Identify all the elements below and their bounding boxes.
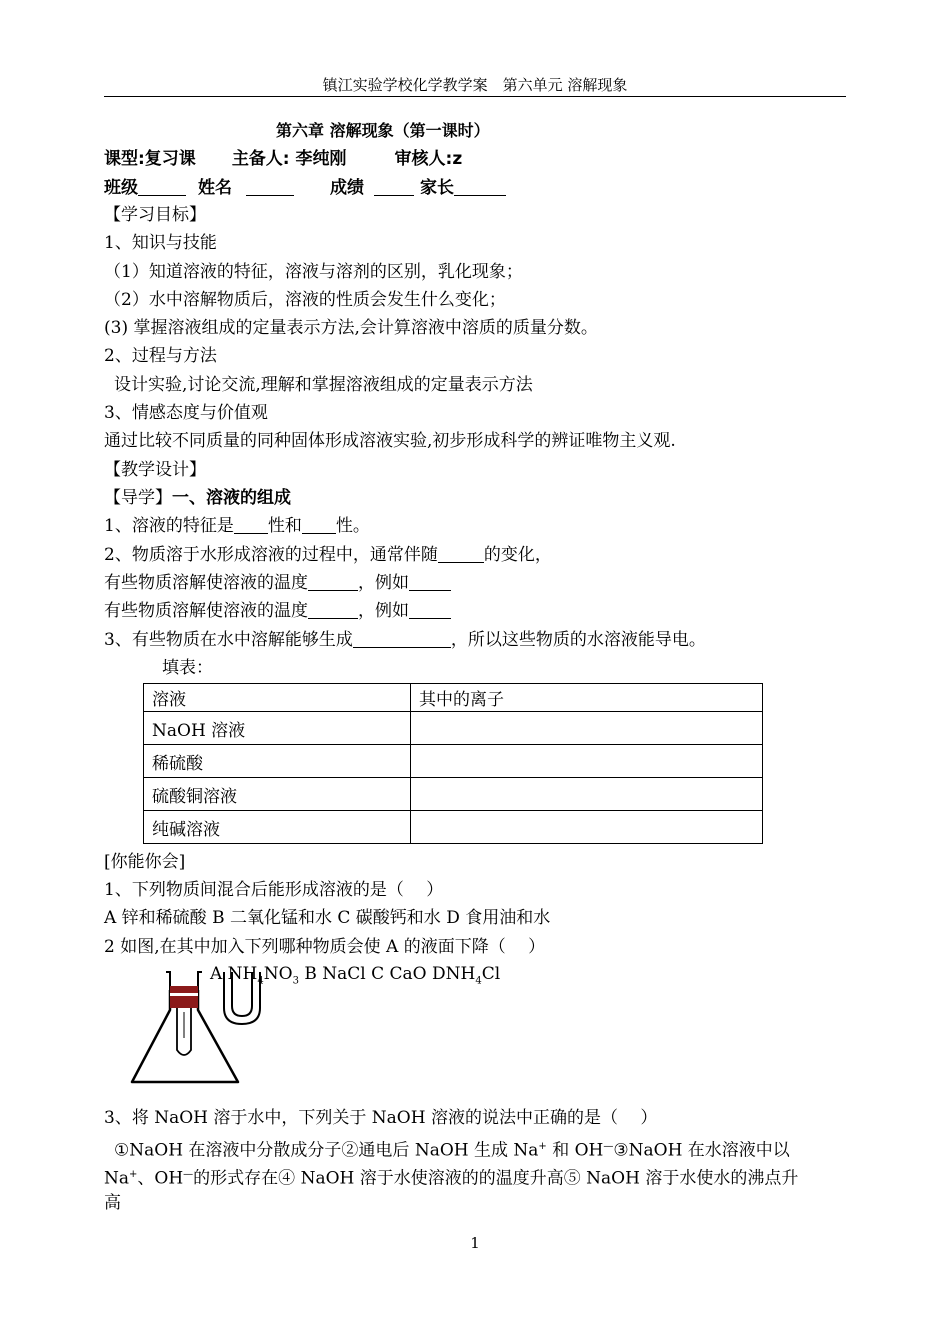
q3-l2-a: Na	[104, 1168, 130, 1189]
practice-question-1-options: A 锌和稀硫酸 B 二氧化锰和水 C 碳酸钙和水 D 食用油和水	[104, 908, 551, 928]
q2-l3-text-a: 有些物质溶解使溶液的温度	[104, 601, 308, 621]
q3-l1-sup2: —	[603, 1141, 614, 1152]
guide-section-title: 一、溶液的组成	[172, 488, 291, 508]
table-header-row	[144, 684, 763, 712]
preparer: 主备人: 李纯刚	[231, 149, 347, 169]
name-blank[interactable]	[246, 177, 294, 196]
practice-question-3-line-1	[114, 1134, 790, 1164]
q2-text-b: 的变化，	[483, 545, 552, 565]
fill-table-label: 填表：	[162, 658, 213, 678]
objective-2-title: 2、过程与方法	[104, 346, 217, 366]
table-row	[144, 811, 763, 844]
objective-1-item-3: (3) 掌握溶液组成的定量表示方法,会计算溶液中溶质的质量分数。	[104, 318, 598, 338]
q2-option-a-post: NO	[263, 964, 293, 984]
table-cell-solution: NaOH 溶液	[144, 712, 411, 745]
q1-text-a: 1、溶液的特征是	[104, 516, 234, 536]
practice-question-1: 1、下列物质间混合后能形成溶液的是（ ）	[104, 880, 444, 900]
q1-text-c: 性。	[335, 516, 370, 536]
course-type: 课型:复习课	[104, 149, 196, 169]
q3-l1-a: ①NaOH 在溶液中分散成分子②通电后 NaOH 生成 Na	[114, 1140, 539, 1161]
table-cell-ions[interactable]	[411, 811, 763, 844]
score-label: 成绩	[330, 178, 364, 198]
question-2-line-2	[104, 570, 451, 596]
q3-l2-sup2: —	[183, 1169, 194, 1180]
q2-option-bc: B NaCl C CaO DNH	[298, 964, 476, 984]
q2-l2-blank-2[interactable]	[409, 572, 451, 591]
q3-l1-b: 和 OH	[546, 1140, 604, 1161]
q2-blank-1[interactable]	[438, 544, 484, 563]
objective-3-title: 3、情感态度与价值观	[104, 403, 268, 423]
name-label: 姓名	[198, 178, 232, 198]
score-blank[interactable]	[374, 177, 414, 196]
practice-question-2-options	[210, 964, 500, 986]
class-label: 班级	[104, 178, 138, 198]
table-cell-solution: 纯碱溶液	[144, 811, 411, 844]
table-cell-solution: 稀硫酸	[144, 745, 411, 778]
design-heading: 【教学设计】	[104, 460, 206, 480]
q2-l3-text-b: ，例如	[358, 601, 409, 621]
guide-label: 【导学】	[104, 488, 172, 508]
parent-label: 家长	[420, 178, 454, 198]
q3-l2-sup1: +	[129, 1169, 138, 1180]
q2-option-d-sub: 4	[475, 975, 482, 987]
q2-text-a: 2、物质溶于水形成溶液的过程中，通常伴随	[104, 545, 438, 565]
q3-l2-b: 、OH	[137, 1168, 184, 1189]
lesson-title: 第六章 溶解现象（第一课时）	[276, 121, 490, 140]
info-row	[104, 175, 506, 201]
table-cell-solution: 硫酸铜溶液	[144, 778, 411, 811]
objective-3-text: 通过比较不同质量的同种固体形成溶液实验,初步形成科学的辨证唯物主义观.	[104, 431, 676, 451]
question-3	[104, 627, 706, 653]
q2-l2-blank-1[interactable]	[308, 572, 358, 591]
objectives-heading: 【学习目标】	[104, 205, 206, 225]
question-1	[104, 513, 370, 539]
q3-text-b: ，所以这些物质的水溶液能导电。	[450, 630, 706, 650]
q3-l2-c: 的形式存在④ NaOH 溶于水使溶液的的温度升高⑤ NaOH 溶于水使水的沸点升	[193, 1168, 799, 1189]
ion-table	[143, 683, 763, 844]
table-cell-ions[interactable]	[411, 712, 763, 745]
q2-l2-text-b: ，例如	[358, 573, 409, 593]
q1-blank-1[interactable]	[234, 515, 268, 534]
q1-text-b: 性和	[267, 516, 302, 536]
flask-neck-left	[166, 972, 170, 990]
practice-question-2: 2 如图,在其中加入下列哪种物质会使 A 的液面下降（ ）	[104, 937, 546, 957]
q3-blank[interactable]	[353, 629, 451, 648]
table-cell-ions[interactable]	[411, 778, 763, 811]
question-2	[104, 542, 552, 568]
class-blank[interactable]	[138, 177, 186, 196]
table-row	[144, 712, 763, 745]
practice-question-3: 3、将 NaOH 溶于水中，下列关于 NaOH 溶液的说法中正确的是（ ）	[104, 1108, 658, 1128]
practice-heading: [你能你会]	[104, 852, 186, 872]
page-header: 镇江实验学校化学教学案 第六单元 溶解现象	[322, 76, 628, 94]
q2-l3-blank-2[interactable]	[409, 600, 451, 619]
objective-1-item-2: （2）水中溶解物质后，溶液的性质会发生什么变化；	[104, 290, 506, 310]
stopper-band	[170, 993, 198, 996]
header-rule	[104, 96, 846, 97]
q1-blank-2[interactable]	[302, 515, 336, 534]
meta-row	[104, 146, 462, 172]
q3-l1-sup1: +	[538, 1141, 547, 1152]
table-header-solution: 溶液	[144, 684, 411, 712]
practice-question-3-line-3: 高	[104, 1193, 121, 1213]
objective-2-text: 设计实验,讨论交流,理解和掌握溶液组成的定量表示方法	[114, 375, 533, 395]
parent-blank[interactable]	[454, 177, 506, 196]
flask-neck-right	[198, 972, 202, 990]
q3-text-a: 3、有些物质在水中溶解能够生成	[104, 630, 353, 650]
q2-l3-blank-1[interactable]	[308, 600, 358, 619]
guide-row	[104, 485, 291, 511]
table-header-ions: 其中的离子	[411, 684, 763, 712]
q2-option-a-sub2: 3	[292, 975, 299, 987]
q2-option-a-sub: 4	[257, 975, 264, 987]
objective-1-title: 1、知识与技能	[104, 233, 217, 253]
reviewer: 审核人:z	[394, 149, 463, 169]
rubber-stopper	[170, 986, 198, 1008]
practice-question-3-line-2	[104, 1162, 798, 1192]
table-cell-ions[interactable]	[411, 745, 763, 778]
question-2-line-3	[104, 598, 451, 624]
table-row	[144, 778, 763, 811]
page-number: 1	[470, 1234, 480, 1252]
table-row	[144, 745, 763, 778]
q3-l1-c: ③NaOH 在水溶液中以	[613, 1140, 790, 1161]
q2-option-a-text: A NH	[210, 964, 258, 984]
q2-option-d-post: Cl	[481, 964, 501, 984]
q2-l2-text-a: 有些物质溶解使溶液的温度	[104, 573, 308, 593]
objective-1-item-1: （1）知道溶液的特征，溶液与溶剂的区别，乳化现象；	[104, 262, 523, 282]
